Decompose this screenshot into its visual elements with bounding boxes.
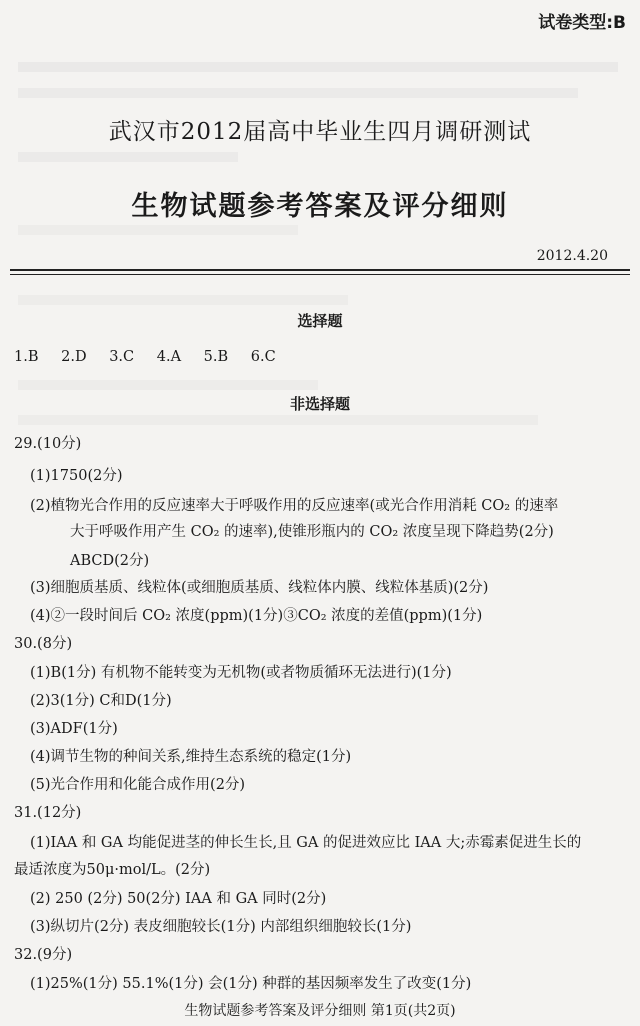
answer-line: (4)②一段时间后 CO₂ 浓度(ppm)(1分)③CO₂ 浓度的差值(ppm)(1分) <box>30 608 483 624</box>
bleed-through-decoration <box>18 152 238 162</box>
page-footer: 生物试题参考答案及评分细则 第1页(共2页) <box>184 1003 456 1019</box>
header-divider <box>10 269 630 271</box>
answer-line: (5)光合作用和化能合成作用(2分) <box>30 777 246 793</box>
question-heading: 30.(8分) <box>14 636 73 652</box>
answer-line: (3)细胞质基质、线粒体(或细胞质基质、线粒体内膜、线粒体基质)(2分) <box>30 580 489 596</box>
bleed-through-decoration <box>18 380 318 390</box>
page-subtitle: 生物试题参考答案及评分细则 <box>131 191 509 222</box>
choice-answer: 2.D <box>61 349 87 365</box>
choice-answers <box>14 349 294 365</box>
answer-line: (4)调节生物的种间关系,维持生态系统的稳定(1分) <box>30 749 352 765</box>
choice-answer: 3.C <box>109 349 135 365</box>
header-divider-thin <box>10 274 630 275</box>
answer-line: 最适浓度为50μ·mol/L。(2分) <box>14 862 211 878</box>
bleed-through-decoration <box>18 62 618 72</box>
paper-type-label: 试卷类型:B <box>538 13 626 33</box>
question-heading: 32.(9分) <box>14 947 73 963</box>
answer-line: 大于呼吸作用产生 CO₂ 的速率),使锥形瓶内的 CO₂ 浓度呈现下降趋势(2分) <box>70 524 554 540</box>
bleed-through-decoration <box>18 295 348 305</box>
answer-line: (1)B(1分) 有机物不能转变为无机物(或者物质循环无法进行)(1分) <box>30 665 452 681</box>
choice-answer: 5.B <box>203 349 229 365</box>
document-date: 2012.4.20 <box>536 248 608 264</box>
section-nonchoice-heading: 非选择题 <box>289 395 350 413</box>
answer-line: (3)纵切片(2分) 表皮细胞较长(1分) 内部组织细胞较长(1分) <box>30 919 412 935</box>
bleed-through-decoration <box>18 415 538 425</box>
answer-line: (1)IAA 和 GA 均能促进茎的伸长生长,且 GA 的促进效应比 IAA 大;赤霉素促进生长的 <box>30 835 582 851</box>
page-title: 武汉市2012届高中毕业生四月调研测试 <box>108 119 532 145</box>
section-choice-heading: 选择题 <box>297 312 343 330</box>
answer-line: ABCD(2分) <box>70 553 150 569</box>
choice-answer: 6.C <box>250 349 276 365</box>
answer-line: (1)25%(1分) 55.1%(1分) 会(1分) 种群的基因频率发生了改变(1分) <box>30 976 472 992</box>
answer-line: (2)植物光合作用的反应速率大于呼吸作用的反应速率(或光合作用消耗 CO₂ 的速率 <box>30 498 559 514</box>
answer-line: (2)3(1分) C和D(1分) <box>30 693 172 709</box>
choice-answer: 1.B <box>14 349 39 365</box>
answer-line: (2) 250 (2分) 50(2分) IAA 和 GA 同时(2分) <box>30 891 327 907</box>
answer-line: (1)1750(2分) <box>30 468 123 484</box>
bleed-through-decoration <box>18 225 298 235</box>
choice-answer: 4.A <box>156 349 182 365</box>
bleed-through-decoration <box>18 88 578 98</box>
question-heading: 29.(10分) <box>14 436 82 452</box>
question-heading: 31.(12分) <box>14 805 82 821</box>
answer-line: (3)ADF(1分) <box>30 721 118 737</box>
